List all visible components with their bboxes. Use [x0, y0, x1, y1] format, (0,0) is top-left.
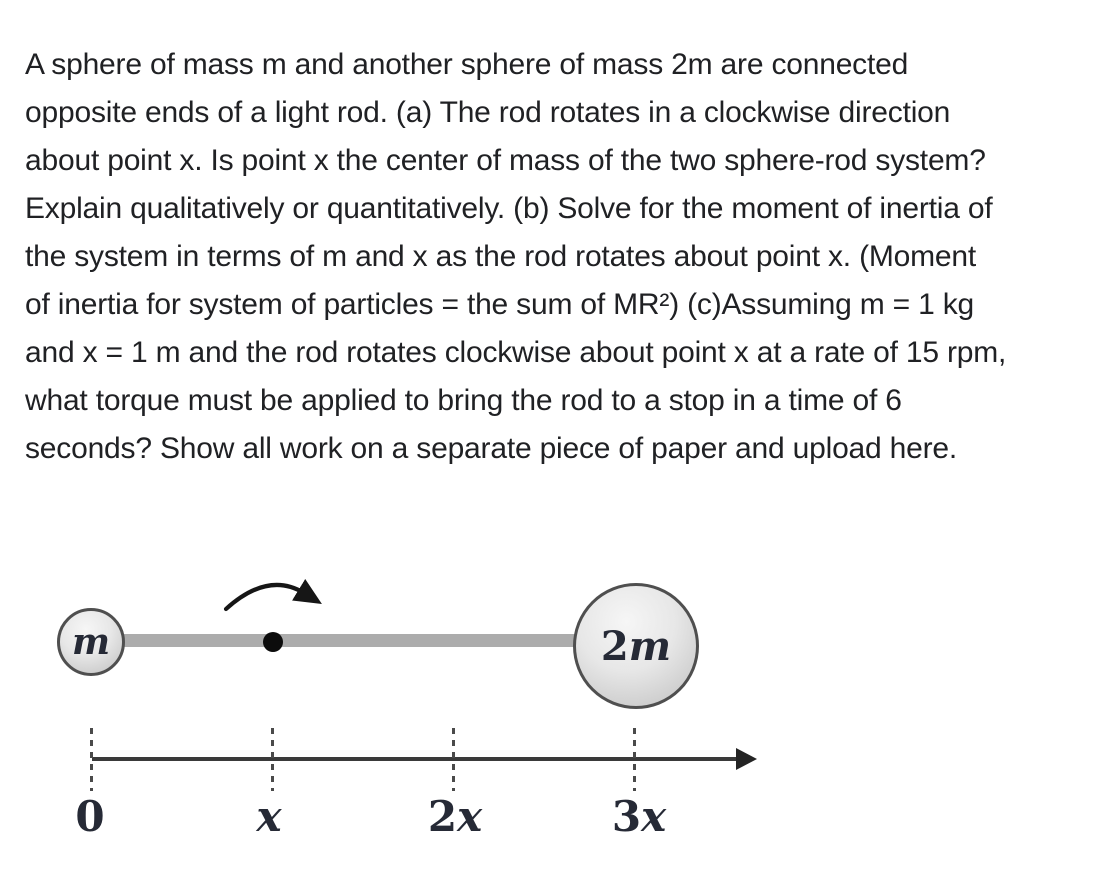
problem-line-1: A sphere of mass m and another sphere of mass 2m are connected: [25, 48, 909, 81]
tick-dashed-line-3x: [633, 728, 636, 791]
tick-label-0: 0: [75, 792, 105, 841]
tick-label-2x: 2x: [427, 792, 483, 841]
sphere-2m: [573, 583, 699, 709]
problem-line-5: the system in terms of m and x as the rod rotates about point x. (Moment: [25, 240, 977, 273]
problem-line-8: what torque must be applied to bring the rod to a stop in a time of 6: [25, 384, 902, 417]
sphere-2m-label: 2m: [600, 622, 672, 670]
tick-label-3x: 3x: [611, 792, 667, 841]
pivot-dot: [263, 632, 283, 652]
problem-line-9: seconds? Show all work on a separate piece of paper and upload here.: [25, 432, 958, 465]
tick-dashed-line-2x: [452, 728, 455, 791]
tick-label-x: x: [256, 792, 282, 841]
tick-dashed-line-0: [90, 728, 93, 791]
rod: [115, 634, 580, 647]
clockwise-rotation-arrow-icon: [218, 569, 326, 619]
number-line-arrowhead-icon: [736, 748, 757, 770]
problem-line-3: about point x. Is point x the center of mass of the two sphere-rod system?: [25, 144, 986, 177]
problem-line-2: opposite ends of a light rod. (a) The rod rotates in a clockwise direction: [25, 96, 951, 129]
number-line-axis: [92, 757, 740, 761]
sphere-m-label: m: [71, 621, 111, 663]
problem-line-4: Explain qualitatively or quantitatively. (b) Solve for the moment of inertia of: [25, 192, 993, 225]
problem-line-6: of inertia for system of particles = the sum of MR²) (c)Assuming m = 1 kg: [25, 288, 975, 321]
sphere-m: [57, 608, 125, 676]
problem-line-7: and x = 1 m and the rod rotates clockwise about point x at a rate of 15 rpm,: [25, 336, 1007, 369]
tick-dashed-line-x: [271, 728, 274, 791]
